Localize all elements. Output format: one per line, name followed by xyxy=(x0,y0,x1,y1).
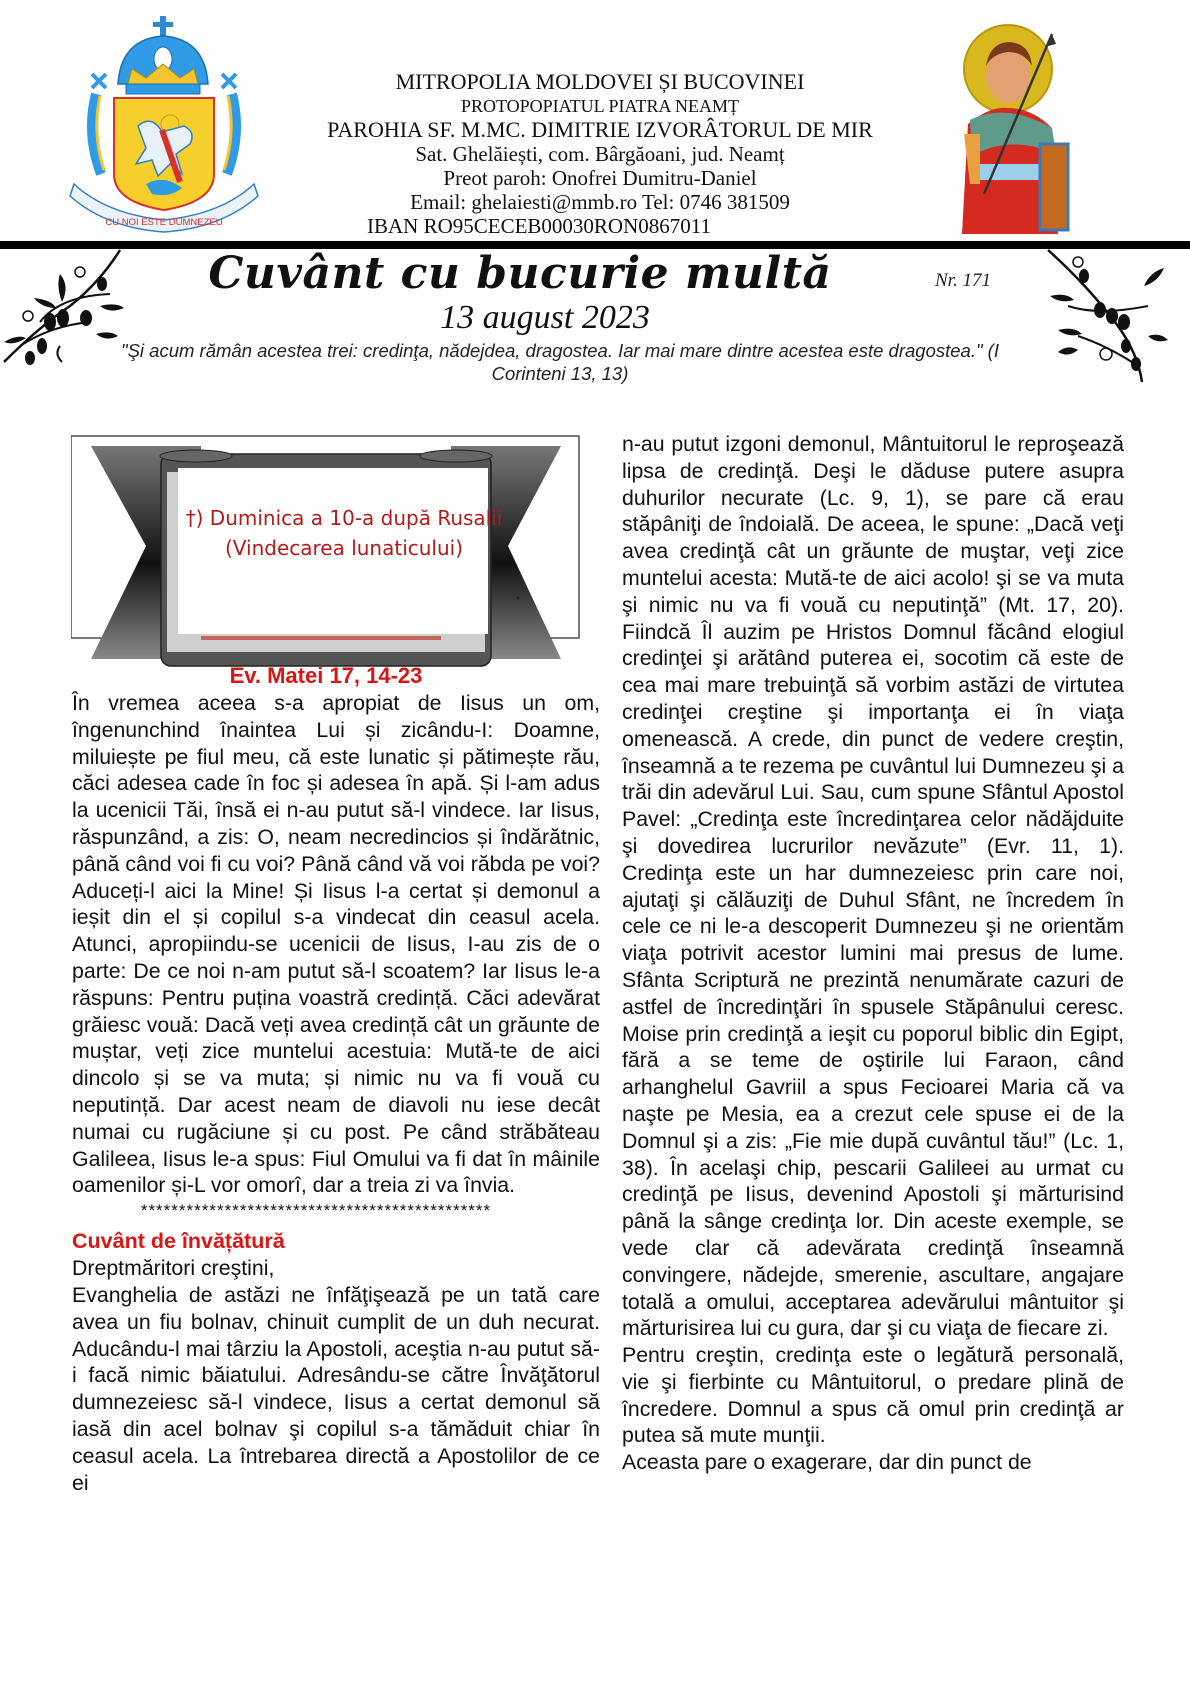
bible-motto: "Şi acum rămân acestea trei: credinţa, nădejdea, dragostea. Iar mai mare dintre acestea este dragostea." (I Corinteni 13, 13) xyxy=(121,340,999,384)
section-separator: ********************************************** xyxy=(140,1201,492,1221)
sermon-greeting: Dreptmăritori creştini, xyxy=(72,1256,275,1281)
issue-number: Nr. 171 xyxy=(935,270,991,291)
gospel-reference: Ev. Matei 17, 14-23 xyxy=(229,663,423,688)
parish-name: PAROHIA SF. M.MC. DIMITRIE IZVORÂTORUL DE MIR xyxy=(327,117,873,142)
sermon-text: Evanghelia de astăzi ne înfăţişează pe un tată care avea un fiu bolnav, chinuit cumplit de un duh necurat. Aducându-l mai târziu la Apostoli, aceştia n-au putut să-i facă nimic băiatului. Adresându-se către Învăţătorul dumnezeiesc să-l vindece, Iisus a certat demonul să iasă din acel bolnav şi copilul s-a tămăduit chiar în ceasul acela. La întrebarea directă a Apostolilor de ce ei xyxy=(72,1282,600,1495)
svg-text:CU NOI ESTE DUMNEZEU: CU NOI ESTE DUMNEZEU xyxy=(105,217,223,228)
parish-address: Sat. Ghelăiești, com. Bârgăoani, jud. Neamț xyxy=(415,142,785,166)
newsletter-title: Cuvânt cu bucurie multă xyxy=(208,248,832,299)
liturgical-day-title: †) Duminica a 10-a după Rusalii (Vindecarea lunaticului) xyxy=(185,506,503,560)
left-column xyxy=(72,690,600,1496)
metropolis-crest-icon xyxy=(66,14,262,240)
olive-branch-icon xyxy=(1038,246,1173,386)
gospel-text: În vremea aceea s-a apropiat de Iisus un om, îngenunchind înaintea Lui și zicându-I: Doamne, miluiește pe fiul meu, că este lunatic și pătimește rău, căci adesea cade în foc și adesea în apă. Și l-am adus la ucenicii Tăi, însă ei n-au putut să-l vindece. Iar Iisus, răspunzând, a zis: O, neam necredincios și îndărătnic, până când voi fi cu voi? Până când vă voi răbda pe voi? Aduceți-l aici la Mine! Și Iisus l-a certat și demonul a ieșit din el și copilul s-a vindecat din ceasul acela. Atunci, apropiindu-se ucenicii de Iisus, I-au zis de o parte: De ce noi n-am putut să-l scoatem? Iar Iisus le-a răspuns: Pentru puțina voastră credință. Căci adevărat grăiesc vouă: Dacă veți avea credință cât un grăunte de muștar, veți zice muntelui acestuia: Mută-te de aici dincolo și se va muta; și nimic nu va fi vouă cu neputință. Dar acest neam de diavoli nu iese decât numai cu rugăciune și cu post. Pe când străbăteau Galileea, Iisus le-a spus: Fiul Omului va fi dat în mâinile oamenilor și-L vor omorî, dar a treia zi va învia. xyxy=(72,691,600,1198)
sermon-paragraph: Aceasta pare o exagerare, dar din punct de xyxy=(622,1450,1032,1475)
parish-priest: Preot paroh: Onofrei Dumitru-Daniel xyxy=(443,166,757,190)
sermon-title: Cuvânt de învățătură xyxy=(72,1229,285,1254)
saint-demetrius-icon xyxy=(940,24,1090,234)
right-column xyxy=(622,431,1124,1476)
issue-date: 13 august 2023 xyxy=(440,299,650,336)
parish-header xyxy=(300,70,900,238)
contact-info: Email: ghelaiesti@mmb.ro Tel: 0746 381509 xyxy=(410,190,790,214)
sermon-paragraph: Pentru creştin, credinţa este o legătură personală, vie şi fierbinte cu Mântuitorul, o predare plină de încredere. Domnul a spus că omul prin credinţă ar putea să mute munţii. xyxy=(622,1343,1124,1448)
sermon-paragraph: n-au putut izgoni demonul, Mântuitorul le reproşează lipsa de credinţă. Deşi le dăduse putere asupra duhurilor necurate (Lc. 9, 1), se pare că erau stăpâniţi de îndoială. De aceea, le spune: „Dacă veţi avea credinţă cât un grăunte de muştar, veţi zice muntelui acesta: Mută-te de aici acolo! şi se va muta şi nimic nu va fi vouă cu neputinţă” (Mt. 17, 20). Fiindcă Îl auzim pe Hristos Domnul făcând elogiul credinţei şi arătând puterea ei, socotim că este de cea mai mare trebuinţă să vorbim astăzi de virtutea credinţei creştine şi importanţa ei în viaţa omenească. A crede, din punct de vedere creştin, înseamnă a te rezema pe cuvântul lui Dumnezeu şi a trăi din adevărul Lui. Sau, cum spune Sfântul Apostol Pavel: „Credinţa este încredinţarea celor nădăjduite şi dovedirea lucrurilor nevăzute” (Evr. 11, 1). Credinţa este un har dumnezeiesc prin care noi, ajutaţi şi călăuziţi de Duhul Sfânt, ne încredem în cele ce ni le-a descoperit Dumnezeu şi ne orientăm viaţa potrivit acestor lumini mai presus de lume. Sfânta Scriptură ne prezintă nenumărate cazuri de astfel de încredinţări în spusele Stăpânului ceresc. Moise prin credinţă a ieşit cu poporul biblic din Egipt, fără a se teme de oştirile lui Faraon, când arhanghelul Gavriil a spus Fecioarei Maria că va naşte pe Mesia, ea a crezut cele spuse ei de la Domnul şi a zis: „Fie mie după cuvântul tău!” (Lc. 1, 38). În acelaşi chip, pescarii Galileei au urmat cu credinţă pe Iisus, devenind Apostoli şi mărturisind până la sânge credinţa lor. Din aceste exemple, se vede clar că adevărata credinţă înseamnă convingere, nădejde, smerenie, ascultare, angajare totală a omului, acceptarea adevărului mântuitor şi mărturisirea lui cu gura, dar şi cu viaţa de fiecare zi. xyxy=(622,432,1124,1341)
iban: IBAN RO95CECEB00030RON0867011 xyxy=(367,214,711,238)
deanery-name: PROTOPOPIATUL PIATRA NEAMȚ xyxy=(460,96,740,116)
metropolis-name: MITROPOLIA MOLDOVEI ȘI BUCOVINEI xyxy=(395,69,805,94)
